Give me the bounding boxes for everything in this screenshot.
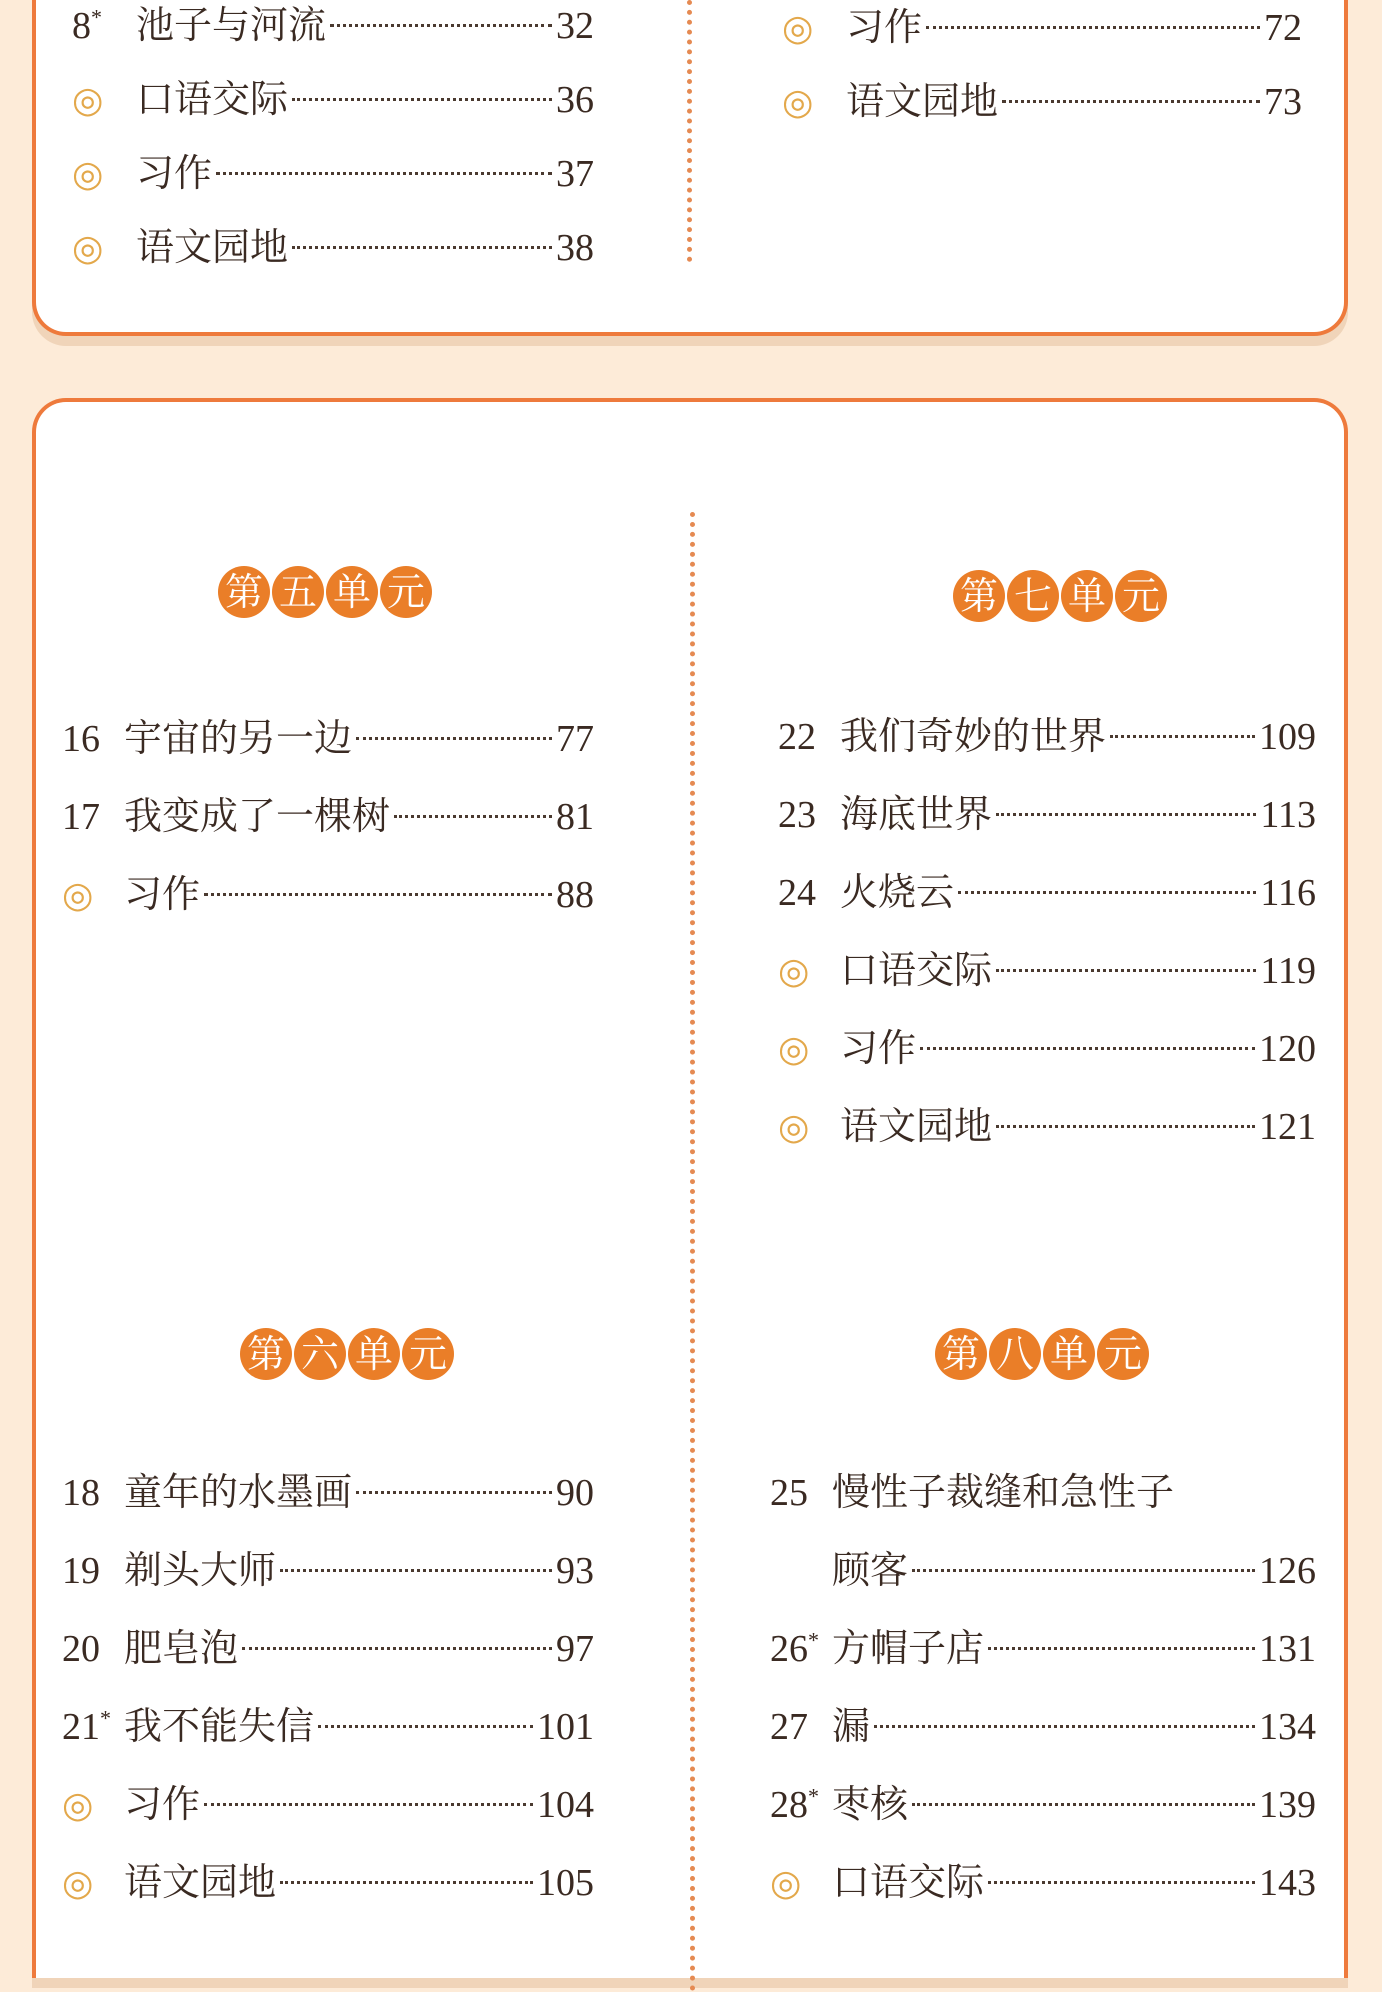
dot-leader bbox=[926, 26, 1260, 29]
lesson-number-text: 21 bbox=[62, 1706, 100, 1748]
toc-entry[interactable] bbox=[778, 945, 1316, 997]
page-number: 101 bbox=[537, 1706, 594, 1748]
bullet-icon: ◎ bbox=[62, 875, 94, 916]
toc-entry[interactable] bbox=[778, 1101, 1316, 1153]
bullet-icon: ◎ bbox=[770, 1863, 802, 1904]
dot-leader bbox=[318, 1725, 533, 1728]
page-number: 73 bbox=[1264, 81, 1302, 123]
dot-leader bbox=[996, 813, 1256, 816]
unit-heading-7 bbox=[953, 570, 1167, 622]
toc-entry[interactable] bbox=[778, 867, 1316, 918]
dot-leader bbox=[988, 1647, 1255, 1650]
page-number: 104 bbox=[537, 1784, 594, 1826]
toc-entry[interactable] bbox=[62, 1467, 594, 1518]
lesson-number bbox=[62, 1468, 124, 1518]
lesson-number bbox=[62, 714, 124, 764]
bullet-icon: ◎ bbox=[778, 1107, 810, 1148]
entry-title: 我不能失信 bbox=[124, 1704, 315, 1748]
lesson-number-text: 18 bbox=[62, 1472, 100, 1514]
bullet-icon: ◎ bbox=[782, 82, 814, 123]
lesson-number-text: 24 bbox=[778, 872, 816, 914]
dot-leader bbox=[996, 969, 1256, 972]
unit-heading-char: 第 bbox=[240, 1328, 292, 1380]
lesson-number bbox=[770, 1702, 832, 1752]
entry-title: 慢性子裁缝和急性子 bbox=[832, 1470, 1175, 1514]
page-number: 113 bbox=[1260, 794, 1316, 836]
column-divider bbox=[690, 512, 695, 1992]
toc-entry[interactable] bbox=[782, 76, 1302, 128]
unit-heading-char: 第 bbox=[935, 1328, 987, 1380]
unit-heading-char: 单 bbox=[348, 1328, 400, 1380]
dot-leader bbox=[1002, 100, 1260, 103]
bullet-icon: ◎ bbox=[72, 154, 104, 195]
dot-leader bbox=[874, 1725, 1255, 1728]
toc-entry[interactable] bbox=[62, 791, 594, 842]
entry-title: 口语交际 bbox=[832, 1860, 985, 1904]
dot-leader bbox=[1110, 735, 1255, 738]
dot-leader bbox=[292, 98, 552, 101]
entry-title: 漏 bbox=[832, 1704, 871, 1748]
lesson-number-text: 17 bbox=[62, 796, 100, 838]
lesson-number bbox=[72, 1, 136, 51]
bullet-icon: ◎ bbox=[778, 1029, 810, 1070]
bullet-icon: ◎ bbox=[62, 1863, 94, 1904]
page-number: 81 bbox=[556, 796, 594, 838]
page-number: 116 bbox=[1260, 872, 1316, 914]
page-number: 38 bbox=[556, 227, 594, 269]
unit-heading-char: 第 bbox=[218, 566, 270, 618]
unit-heading-char: 元 bbox=[1115, 570, 1167, 622]
page-number: 77 bbox=[556, 718, 594, 760]
toc-entry[interactable] bbox=[778, 1023, 1316, 1075]
lesson-number bbox=[778, 868, 840, 918]
entry-title: 语文园地 bbox=[136, 225, 289, 269]
toc-entry[interactable] bbox=[778, 711, 1316, 762]
toc-entry[interactable] bbox=[770, 1467, 1316, 1518]
lesson-number bbox=[62, 1624, 124, 1674]
lesson-number bbox=[778, 790, 840, 840]
entry-title: 池子与河流 bbox=[136, 3, 327, 47]
lesson-number bbox=[62, 1546, 124, 1596]
lesson-number-text: 28 bbox=[770, 1784, 808, 1826]
page-number: 120 bbox=[1259, 1028, 1316, 1070]
bullet-icon: ◎ bbox=[782, 8, 814, 49]
dot-leader bbox=[958, 891, 1256, 894]
bullet-icon: ◎ bbox=[778, 951, 810, 992]
lesson-number-text: 19 bbox=[62, 1550, 100, 1592]
entry-title: 语文园地 bbox=[124, 1860, 277, 1904]
toc-entry[interactable] bbox=[62, 1857, 594, 1909]
dot-leader bbox=[330, 24, 552, 27]
lesson-number-text: 27 bbox=[770, 1706, 808, 1748]
entry-title: 习作 bbox=[840, 1026, 917, 1070]
unit-heading-char: 元 bbox=[402, 1328, 454, 1380]
dot-leader bbox=[988, 1881, 1255, 1884]
entry-title: 语文园地 bbox=[846, 79, 999, 123]
dot-leader bbox=[912, 1569, 1255, 1572]
entry-title: 我们奇妙的世界 bbox=[840, 714, 1107, 758]
column-divider bbox=[687, 0, 692, 262]
toc-entry[interactable] bbox=[770, 1857, 1316, 1909]
toc-entry[interactable] bbox=[72, 0, 594, 51]
entry-title: 方帽子店 bbox=[832, 1626, 985, 1670]
optional-lesson-asterisk: * bbox=[100, 1705, 111, 1731]
toc-entry[interactable] bbox=[62, 1623, 594, 1674]
toc-entry[interactable] bbox=[778, 789, 1316, 840]
dot-leader bbox=[356, 1491, 552, 1494]
toc-entry[interactable] bbox=[62, 1701, 594, 1752]
lesson-number-text: 25 bbox=[770, 1472, 808, 1514]
entry-title: 顾客 bbox=[832, 1548, 909, 1592]
unit-heading-char: 单 bbox=[326, 566, 378, 618]
unit-heading-char: 元 bbox=[380, 566, 432, 618]
dot-leader bbox=[356, 737, 552, 740]
dot-leader bbox=[242, 1647, 552, 1650]
page-number: 93 bbox=[556, 1550, 594, 1592]
lesson-number bbox=[770, 1468, 832, 1518]
lesson-number bbox=[62, 792, 124, 842]
page-number: 109 bbox=[1259, 716, 1316, 758]
unit-heading-char: 第 bbox=[953, 570, 1005, 622]
entry-title: 海底世界 bbox=[840, 792, 993, 836]
entry-title: 火烧云 bbox=[840, 870, 955, 914]
dot-leader bbox=[216, 172, 552, 175]
entry-title: 枣核 bbox=[832, 1782, 909, 1826]
unit-heading-char: 八 bbox=[989, 1328, 1041, 1380]
lesson-number-text: 22 bbox=[778, 716, 816, 758]
bullet-icon: ◎ bbox=[72, 228, 104, 269]
dot-leader bbox=[280, 1881, 533, 1884]
dot-leader bbox=[204, 893, 552, 896]
entry-title: 习作 bbox=[124, 872, 201, 916]
page-number: 90 bbox=[556, 1472, 594, 1514]
unit-heading-8 bbox=[935, 1328, 1149, 1380]
page-number: 134 bbox=[1259, 1706, 1316, 1748]
entry-title: 童年的水墨画 bbox=[124, 1470, 353, 1514]
toc-entry[interactable] bbox=[62, 1779, 594, 1831]
dot-leader bbox=[912, 1803, 1255, 1806]
dot-leader bbox=[280, 1569, 552, 1572]
page-number: 97 bbox=[556, 1628, 594, 1670]
dot-leader bbox=[996, 1125, 1255, 1128]
entry-title: 我变成了一棵树 bbox=[124, 794, 391, 838]
entry-title: 习作 bbox=[124, 1782, 201, 1826]
entry-title: 肥皂泡 bbox=[124, 1626, 239, 1670]
page-number: 119 bbox=[1260, 950, 1316, 992]
page-number: 37 bbox=[556, 153, 594, 195]
page-number: 143 bbox=[1259, 1862, 1316, 1904]
unit-heading-char: 元 bbox=[1097, 1328, 1149, 1380]
toc-entry[interactable] bbox=[770, 1623, 1316, 1674]
toc-entry[interactable] bbox=[62, 1545, 594, 1596]
dot-leader bbox=[394, 815, 552, 818]
entry-title: 口语交际 bbox=[840, 948, 993, 992]
unit-heading-char: 单 bbox=[1061, 570, 1113, 622]
page-number: 72 bbox=[1264, 7, 1302, 49]
lesson-number bbox=[62, 1702, 124, 1752]
unit-heading-char: 七 bbox=[1007, 570, 1059, 622]
toc-entry[interactable] bbox=[770, 1779, 1316, 1830]
entry-title: 宇宙的另一边 bbox=[124, 716, 353, 760]
lesson-number bbox=[770, 1780, 832, 1830]
lesson-number-text: 20 bbox=[62, 1628, 100, 1670]
page-number: 88 bbox=[556, 874, 594, 916]
toc-entry[interactable] bbox=[62, 869, 594, 921]
optional-lesson-asterisk: * bbox=[808, 1627, 819, 1653]
bullet-icon: ◎ bbox=[62, 1785, 94, 1826]
lesson-number-text: 26 bbox=[770, 1628, 808, 1670]
lesson-number-text: 16 bbox=[62, 718, 100, 760]
dot-leader bbox=[920, 1047, 1255, 1050]
page-number: 105 bbox=[537, 1862, 594, 1904]
unit-heading-5 bbox=[218, 566, 432, 618]
page-number: 36 bbox=[556, 79, 594, 121]
toc-entry[interactable] bbox=[770, 1701, 1316, 1752]
page-number: 131 bbox=[1259, 1628, 1316, 1670]
lesson-number-text: 23 bbox=[778, 794, 816, 836]
unit-heading-char: 六 bbox=[294, 1328, 346, 1380]
entry-title: 习作 bbox=[136, 151, 213, 195]
toc-entry[interactable] bbox=[72, 148, 594, 200]
optional-lesson-asterisk: * bbox=[808, 1783, 819, 1809]
bullet-icon: ◎ bbox=[72, 80, 104, 121]
unit-heading-char: 单 bbox=[1043, 1328, 1095, 1380]
page-number: 121 bbox=[1259, 1106, 1316, 1148]
dot-leader bbox=[292, 246, 552, 249]
dot-leader bbox=[204, 1803, 533, 1806]
entry-title: 剃头大师 bbox=[124, 1548, 277, 1592]
entry-title: 习作 bbox=[846, 5, 923, 49]
entry-title: 语文园地 bbox=[840, 1104, 993, 1148]
entry-title: 口语交际 bbox=[136, 77, 289, 121]
toc-entry[interactable] bbox=[782, 2, 1302, 54]
unit-heading-6 bbox=[240, 1328, 454, 1380]
page-number: 126 bbox=[1259, 1550, 1316, 1592]
toc-entry[interactable] bbox=[62, 713, 594, 764]
unit-heading-char: 五 bbox=[272, 566, 324, 618]
lesson-number-text: 8 bbox=[72, 5, 91, 47]
page-number: 32 bbox=[556, 5, 594, 47]
optional-lesson-asterisk: * bbox=[91, 4, 102, 30]
toc-entry[interactable] bbox=[72, 222, 594, 274]
lesson-number bbox=[770, 1624, 832, 1674]
toc-entry[interactable] bbox=[72, 74, 594, 126]
lesson-number bbox=[778, 712, 840, 762]
toc-entry[interactable] bbox=[770, 1545, 1316, 1596]
page-number: 139 bbox=[1259, 1784, 1316, 1826]
